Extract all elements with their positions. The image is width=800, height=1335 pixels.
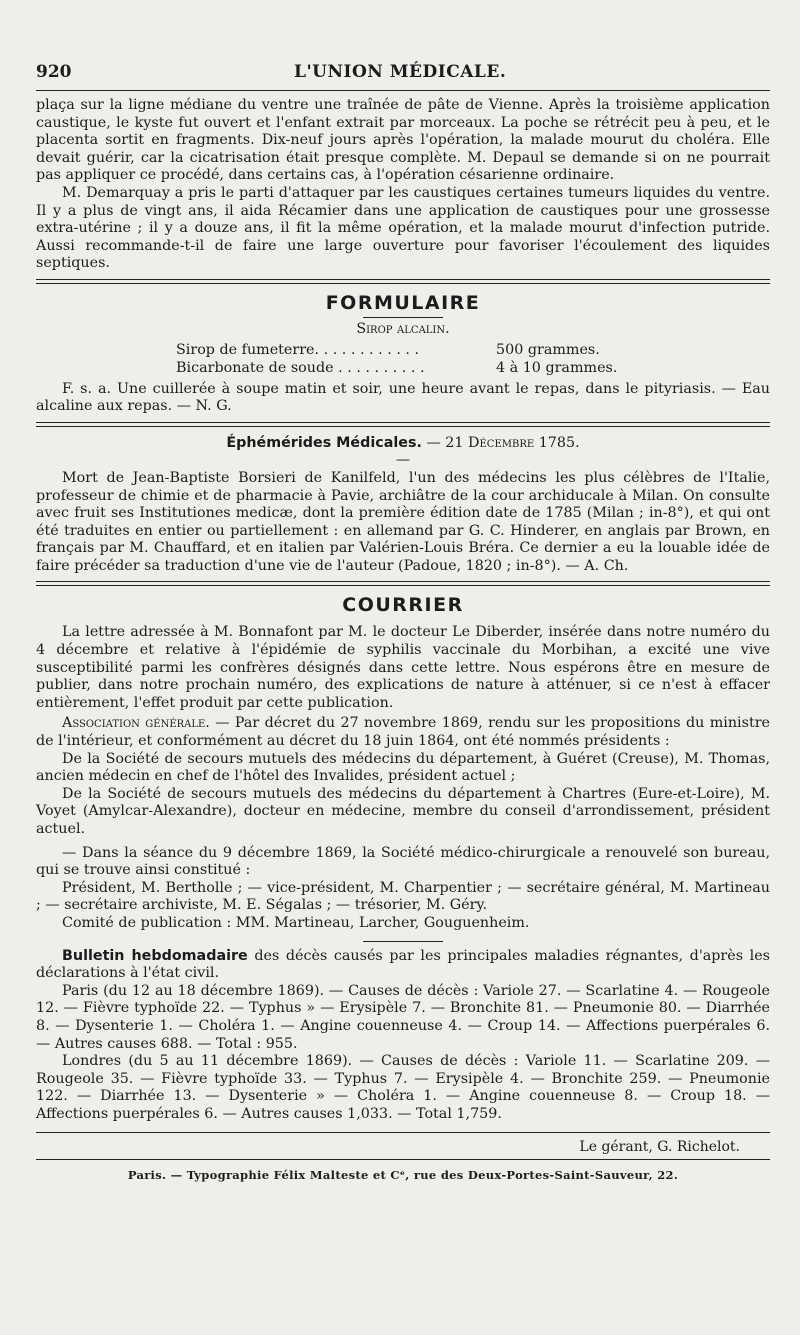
formulaire-subtitle: Sirop alcalin. (356, 320, 450, 337)
ephemerides-date: — 21 Décembre 1785. (426, 434, 580, 451)
courrier-paragraph-5: — Dans la séance du 9 décembre 1869, la Société médico-chirurgicale a renouvelé son bureau, qui se trouve ainsi constitué : (36, 844, 770, 879)
courrier-paragraph-2 (36, 715, 770, 750)
courrier-paragraph-7: Comité de publication : MM. Martineau, Larcher, Gouguenheim. (62, 914, 530, 931)
courrier-paragraph-6: Président, M. Bertholle ; — vice-président, M. Charpentier ; — secrétaire général, M. Martineau ; — secrétaire archiviste, M. E. Ségalas ; — trésorier, M. Géry. (36, 879, 770, 914)
courrier-paragraph-4: De la Société de secours mutuels des médecins du département à Chartres (Eure-et-Loire), M. Voyet (Amylcar-Alexandre), docteur en médecine, membre du conseil d'arrondissement, président actuel. (36, 785, 770, 837)
ephemerides-text: Mort de Jean-Baptiste Borsieri de Kanilfeld, l'un des médecins les plus célèbres de l'Italie, professeur de chimie et de pharmacie à Pavie, archiâtre de la cour archiducale à Milan. On consulte avec fruit ses Institutiones medicæ, dont la première édition date de 1785 (Milan ; in-8°), et qui ont été traduites en entier ou partiellement : en allemand par G. C. Hinderer, en anglais par Brown, en français par M. Chauffard, et en italien par Valérien-Louis Bréra. Ce dernier a eu la louable idée de faire précéder sa traduction d'une vie de l'auteur (Padoue, 1820 ; in-8°). — A. Ch. (36, 469, 770, 574)
ephemerides-dash: — (395, 452, 411, 469)
section-divider (36, 422, 770, 427)
recipe-item-name: Bicarbonate de soude . . . . . . . . . . (176, 359, 425, 376)
recipe-item-name: Sirop de fumeterre. . . . . . . . . . . . (176, 341, 420, 358)
bulletin-intro-text: des décès causés par les principales maladies régnantes, d'après les déclarations à l'état civil. (36, 947, 771, 982)
courrier-paragraph-3: De la Société de secours mutuels des médecins du département, à Guéret (Creuse), M. Thomas, ancien médecin en chef de l'hôtel des Invalides, président actuel ; (36, 750, 770, 785)
association-text: — Par décret du 27 novembre 1869, rendu sur les propositions du ministre de l'intérieur, et conformément au décret du 18 juin 1864, ont été nommés présidents : (36, 715, 770, 750)
courrier-paragraph-1: La lettre adressée à M. Bonnafont par M. le docteur Le Diberder, insérée dans notre numéro du 4 décembre et relative à l'épidémie de syphilis vaccinale du Morbihan, a excité une vive susceptibilité parmi les confrères désignés dans cette lettre. Nous espérons être en mesure de publier, dans notre prochain numéro, des explications de nature à atténuer, si ce n'est à effacer entièrement, l'effet produit par cette publication. (36, 624, 770, 711)
ephemerides-title: Éphémérides Médicales. (226, 434, 422, 451)
bulletin-heading: Bulletin hebdomadaire (62, 947, 248, 964)
footer-rule (36, 1132, 770, 1133)
section-divider (36, 279, 770, 284)
recipe-item (176, 359, 770, 377)
bulletin-paris: Paris (du 12 au 18 décembre 1869). — Causes de décès : Variole 27. — Scarlatine 4. — Rougeole 12. — Fièvre typhoïde 22. — Typhus » — Erysipèle 7. — Bronchite 81. — Pneumonie 80. — Diarrhée 8. — Dysenterie 1. — Choléra 1. — Angine couenneuse 4. — Croup 14. — Affections puerpérales 6. — Autres causes 688. — Total : 955. (36, 982, 770, 1052)
short-divider (363, 317, 443, 318)
page-number: 920 (36, 62, 72, 82)
signature: Le gérant, G. Richelot. (579, 1138, 740, 1155)
section-divider (36, 581, 770, 586)
recipe-item-qty: 500 grammes. (496, 341, 600, 358)
ephemerides-heading (36, 435, 770, 453)
recipe-list (176, 341, 770, 377)
imprint: Paris. — Typographie Félix Malteste et Cᵉ, rue des Deux-Portes-Saint-Sauveur, 22. (127, 1167, 679, 1182)
bulletin-londres: Londres (du 5 au 11 décembre 1869). — Causes de décès : Variole 11. — Scarlatine 209. — Rougeole 35. — Fièvre typhoïde 33. — Typhus 7. — Erysipèle 4. — Bronchite 259. — Pneumonie 122. — Diarrhée 13. — Dysenterie » — Choléra 1. — Angine couenneuse 8. — Croup 18. — Affections puerpérales 6. — Autres causes 1,033. — Total 1,759. (36, 1053, 770, 1122)
recipe-item (176, 341, 770, 359)
intro-paragraph-1: plaça sur la ligne médiane du ventre une traînée de pâte de Vienne. Après la troisième application caustique, le kyste fut ouvert et l'enfant extrait par morceaux. La poche se rétrécit peu à peu, et le placenta sortit en fragments. Dix-neuf jours après l'opération, la malade mourut du choléra. Elle devait guérir, car la cicatrisation était presque complète. M. Depaul se demande si on ne pourrait pas appliquer ce procédé, dans certains cas, à l'opération césarienne ordinaire. (36, 97, 770, 184)
short-divider (363, 941, 443, 942)
courrier-title: COURRIER (342, 594, 464, 617)
intro-paragraph-2: M. Demarquay a pris le parti d'attaquer par les caustiques certaines tumeurs liquides du ventre. Il y a plus de vingt ans, il aida Récamier dans une application de caustiques pour une grossesse extra-utérine ; il y a douze ans, il fit la même opération, et la malade mourut d'infection putride. Aussi recommande-t-il de faire une large ouverture pour favoriser l'écoulement des liquides septiques. (36, 184, 770, 272)
journal-title: L'UNION MÉDICALE. (294, 62, 507, 82)
imprint-rule (36, 1159, 770, 1160)
page-header (36, 62, 770, 86)
formulaire-title: FORMULAIRE (325, 291, 481, 314)
bulletin-intro (36, 948, 770, 983)
recipe-item-qty: 4 à 10 grammes. (496, 359, 618, 376)
formulaire-text: F. s. a. Une cuillerée à soupe matin et soir, une heure avant le repas, dans le pityriasis. — Eau alcaline aux repas. — N. G. (36, 380, 770, 415)
association-heading: Association générale. (62, 715, 210, 732)
